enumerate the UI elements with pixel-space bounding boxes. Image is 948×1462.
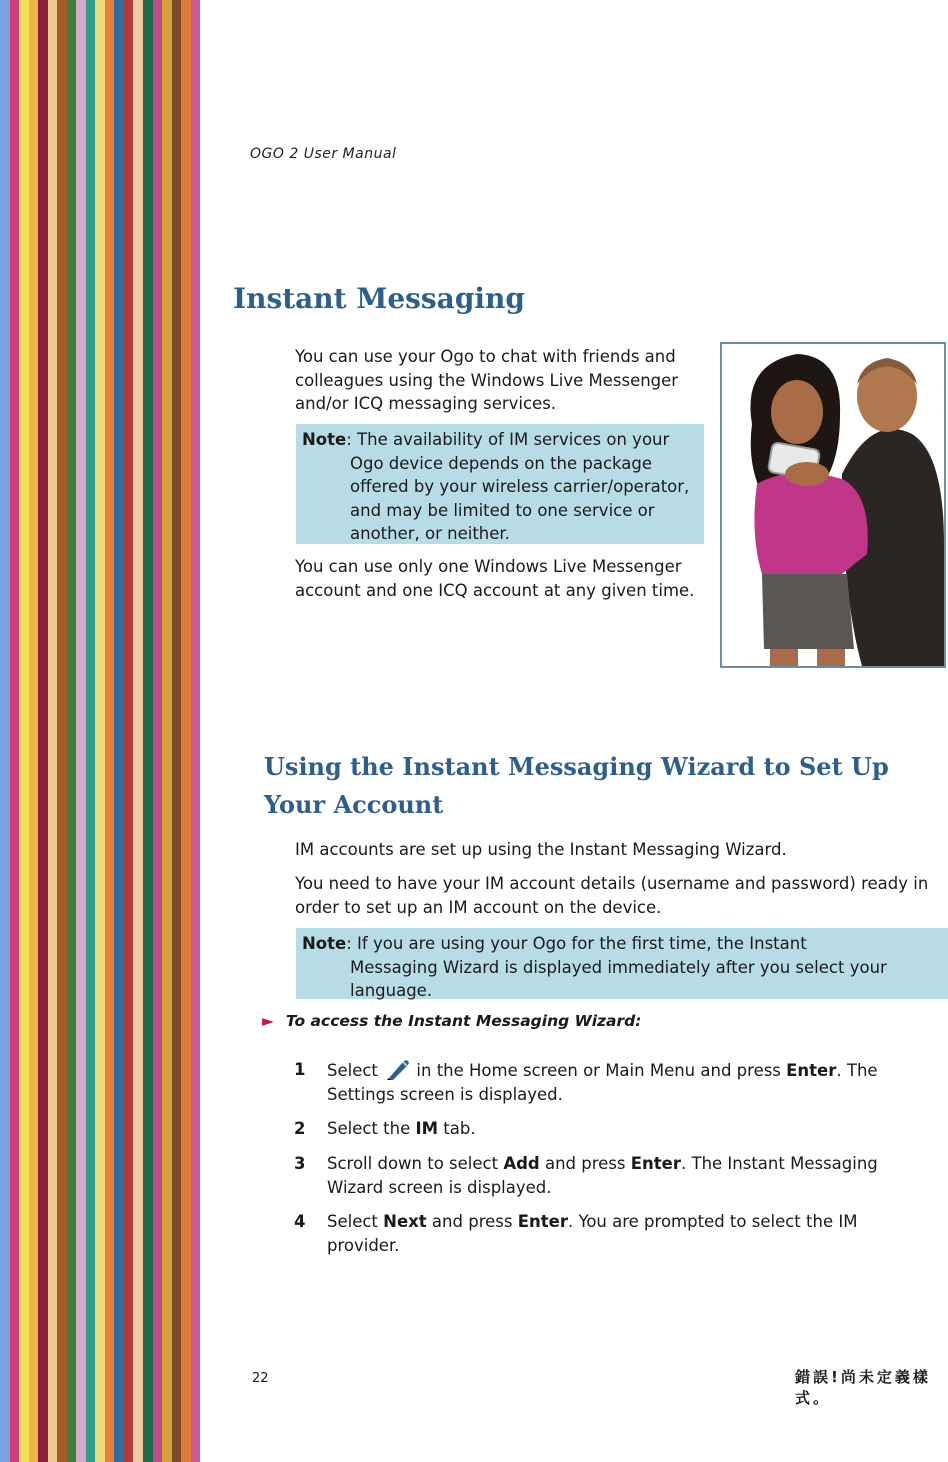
step-text: Select — [327, 1212, 384, 1231]
note-label: Note — [302, 430, 347, 449]
note-first-line: : If you are using your Ogo for the first time, the Instant — [346, 934, 807, 953]
note-box-availability — [296, 424, 704, 544]
stripe — [95, 0, 105, 1462]
step-key: Enter — [786, 1061, 837, 1080]
intro-paragraph: You can use your Ogo to chat with friends and colleagues using the Windows Live Messenger and/or ICQ messaging services. — [295, 347, 679, 413]
step-text: . You are prompted to select the IM provider. — [327, 1212, 858, 1255]
stripe — [191, 0, 201, 1462]
couple-with-device-photo — [720, 342, 946, 668]
stripe — [57, 0, 67, 1462]
note-first-line: : The availability of IM services on your — [346, 430, 670, 449]
stripe — [105, 0, 115, 1462]
step-key: IM — [415, 1119, 439, 1138]
step-2 — [294, 1117, 934, 1141]
step-number: 4 — [294, 1212, 306, 1231]
triangle-bullet-icon: ► — [262, 1012, 274, 1030]
stripe — [38, 0, 48, 1462]
style-error-text: 錯誤!尚未定義樣式。 — [795, 1368, 931, 1407]
decorative-stripes — [0, 0, 200, 1462]
wizard-intro-paragraph: IM accounts are set up using the Instant Messaging Wizard. — [295, 840, 787, 859]
step-text: and press — [539, 1154, 631, 1173]
note-box-first-time — [296, 928, 948, 999]
step-3 — [294, 1152, 934, 1199]
account-details-paragraph: You need to have your IM account details (username and password) ready in order to set up an IM account on the device. — [295, 874, 929, 917]
step-text: Select the — [327, 1119, 416, 1138]
step-key: Add — [503, 1154, 540, 1173]
photo-illustration — [722, 344, 944, 666]
step-text: in the Home screen or Main Menu and press — [411, 1061, 787, 1080]
stripe — [0, 0, 10, 1462]
stripe — [114, 0, 124, 1462]
step-text: . The Settings screen is displayed. — [327, 1061, 878, 1104]
manual-title: OGO 2 User Manual — [250, 146, 397, 162]
stripe — [86, 0, 96, 1462]
procedure-heading — [262, 1012, 641, 1030]
step-number: 1 — [294, 1060, 306, 1079]
step-4 — [294, 1210, 934, 1257]
stripe — [76, 0, 86, 1462]
section-title-instant-messaging: Instant Messaging — [233, 282, 525, 315]
note-label: Note — [302, 934, 347, 953]
account-limit-paragraph: You can use only one Windows Live Messenger account and one ICQ account at any given time. — [295, 557, 695, 600]
stripe — [143, 0, 153, 1462]
note-rest: Ogo device depends on the package offered by your wireless carrier/operator, and may be limited to one service or another, or neither. — [350, 453, 690, 543]
stripe — [172, 0, 182, 1462]
stripe — [19, 0, 29, 1462]
step-key: Next — [383, 1212, 427, 1231]
stripe — [10, 0, 20, 1462]
pencil-icon — [383, 1058, 411, 1080]
note-rest: Messaging Wizard is displayed immediately after you select your language. — [350, 957, 887, 1000]
step-key: Enter — [517, 1212, 568, 1231]
section-title-wizard: Using the Instant Messaging Wizard to Set Up Your Account — [264, 752, 889, 819]
procedure-title: To access the Instant Messaging Wizard: — [285, 1012, 642, 1030]
step-text: Scroll down to select — [327, 1154, 504, 1173]
step-text: and press — [426, 1212, 518, 1231]
step-number: 2 — [294, 1119, 306, 1138]
step-key: Enter — [630, 1154, 681, 1173]
step-text: . The Instant Messaging Wizard screen is displayed. — [327, 1154, 878, 1197]
stripe — [29, 0, 39, 1462]
step-text: Select — [327, 1061, 384, 1080]
stripe — [67, 0, 77, 1462]
stripe — [153, 0, 163, 1462]
stripe — [181, 0, 191, 1462]
page-number: 22 — [252, 1371, 269, 1386]
stripe — [162, 0, 172, 1462]
stripe — [48, 0, 58, 1462]
step-1 — [294, 1058, 934, 1106]
step-text: tab. — [438, 1119, 476, 1138]
stripe — [124, 0, 134, 1462]
step-number: 3 — [294, 1154, 306, 1173]
stripe — [133, 0, 143, 1462]
